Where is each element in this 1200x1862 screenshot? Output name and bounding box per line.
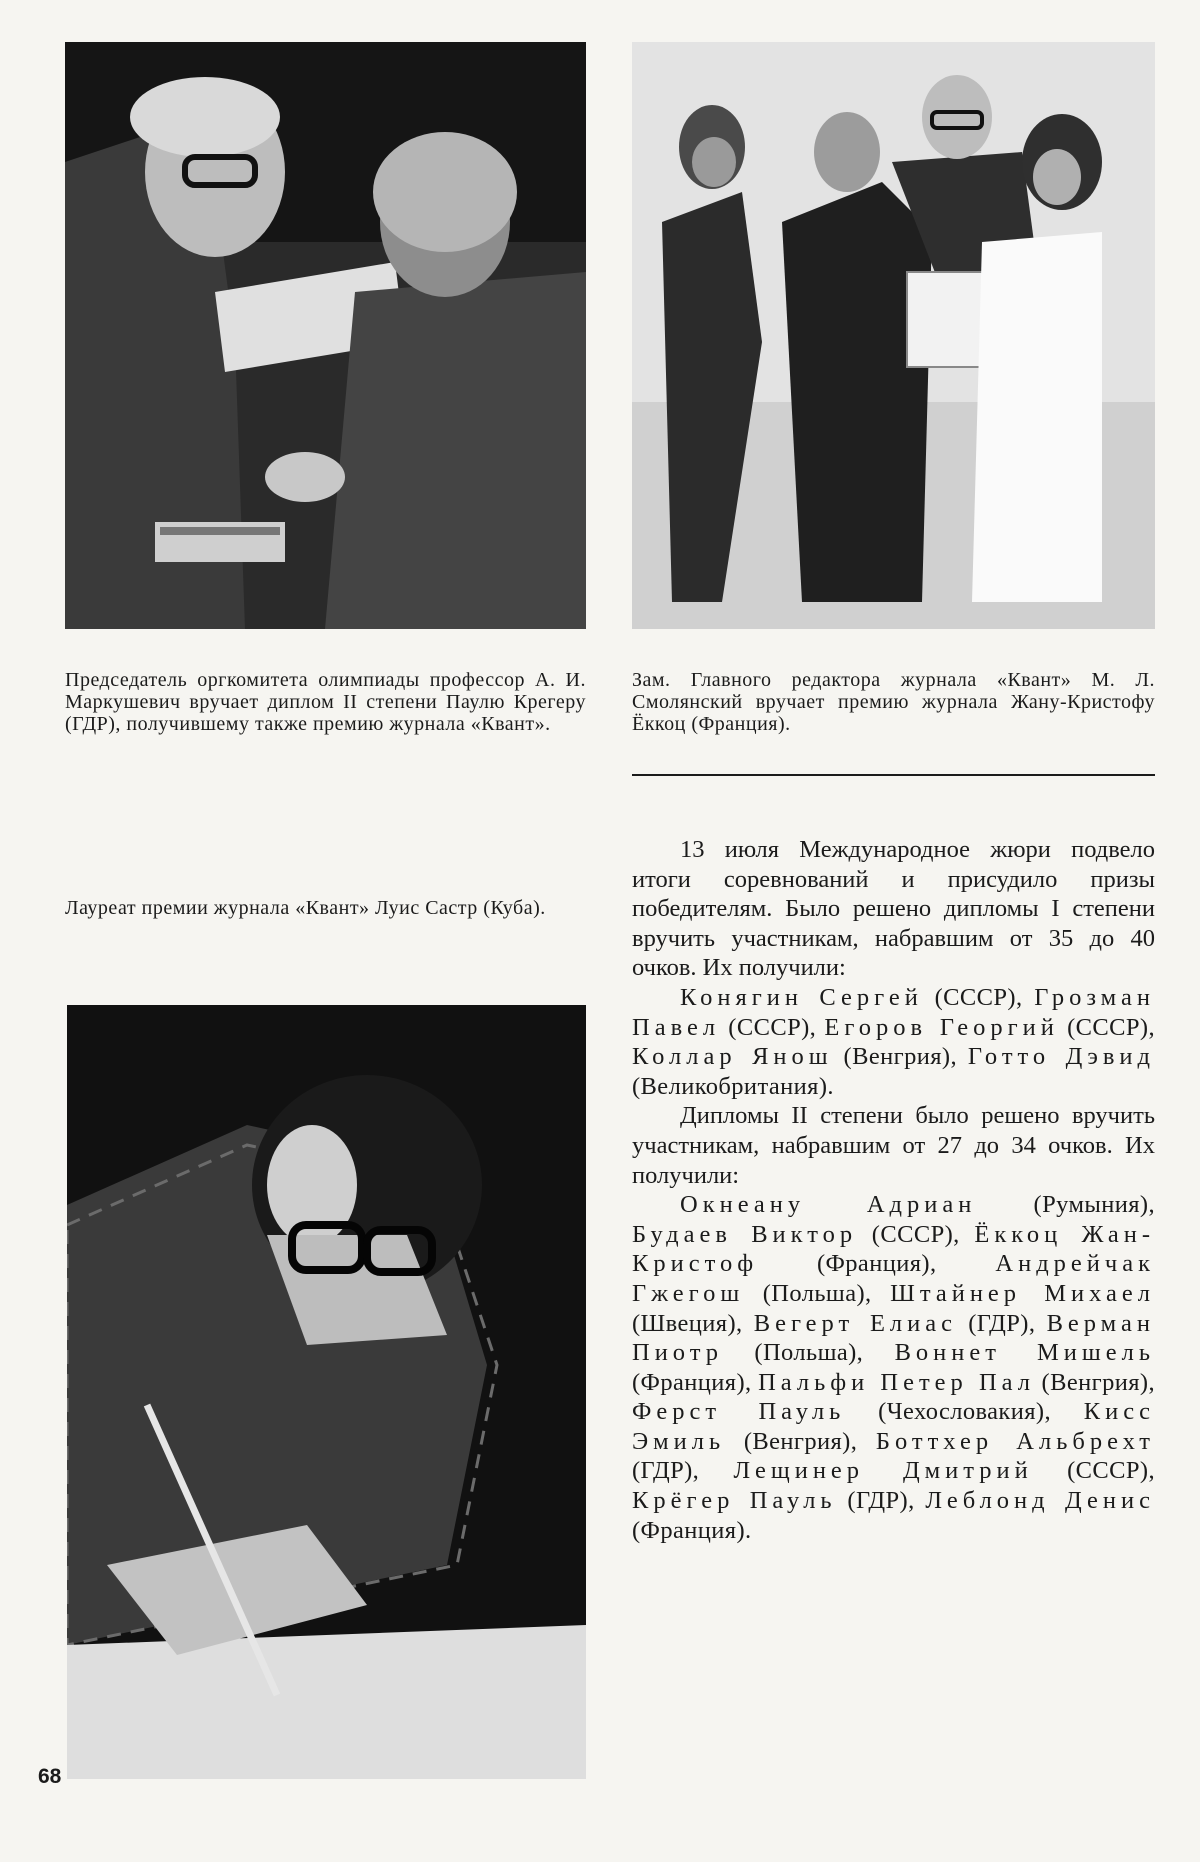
winner-country: (СССР): [1067, 1013, 1149, 1041]
winner-name: Верман Пиотр: [632, 1309, 1155, 1367]
winner-name: Готто Дэвид: [967, 1043, 1155, 1071]
winner-country: (Чехословакия): [878, 1398, 1045, 1426]
winner-name: Конягин Сергей: [680, 983, 923, 1011]
winner-name: Леблонд Денис: [925, 1487, 1155, 1515]
caption-photo-2: Зам. Главного редактора журнала «Квант» М. Л. Смолянский вручает премию журнала Жану-Кристофу Ёккоц (Франция).: [632, 669, 1155, 735]
diploma-2-winners: Окнеану Адриан (Румыния), Будаев Виктор (СССР), Ёккоц Жан-Кристоф (Франция), Андрейчак Гжегош (Польша), Штайнер Михаел (Швеция), Вегерт Елиас (ГДР), Верман Пиотр (Польша), Воннет Мишель (Франция), Пальфи Петер Пал (Венгрия), Ферст Пауль (Чехословакия), Кисс Эмиль (Венгрия), Боттхер Альбрехт (ГДР), Лещинер Дмитрий (СССР), Крёгер Пауль (ГДР), Леблонд Денис (Франция).: [632, 1191, 1155, 1544]
winner-name: Будаев Виктор: [632, 1220, 858, 1248]
photo-laureate-writing: [67, 1005, 586, 1779]
winner-country: (Швеция): [632, 1309, 737, 1337]
winner-country: (СССР): [871, 1220, 954, 1248]
winner-name: Пальфи Петер Пал: [758, 1368, 1035, 1396]
article-paragraph-1: 13 июля Международное жюри подвело итоги соревнований и присудило призы победителям. Было решено дипломы I степени вручить участникам, набравшим от 35 до 40 очков. Их получили:: [632, 836, 1155, 982]
article-body: [632, 835, 1155, 1545]
winner-country: (СССР): [728, 1013, 810, 1041]
winner-country: (Франция): [632, 1516, 746, 1544]
winner-name: Лещинер Дмитрий: [733, 1457, 1033, 1485]
winner-country: (Румыния): [1033, 1191, 1149, 1219]
winner-country: (Польша): [754, 1339, 857, 1367]
winner-name: Воннет Мишель: [894, 1339, 1155, 1367]
winner-country: (Франция): [816, 1250, 930, 1278]
winner-country: (Венгрия): [743, 1427, 851, 1455]
winner-country: (Великобритания): [632, 1072, 828, 1100]
diploma-1-winners: Конягин Сергей (СССР), Грозман Павел (СССР), Егоров Георгий (СССР), Коллар Янош (Венгрия), Готто Дэвид (Великобритания).: [632, 983, 1155, 1100]
winner-country: (СССР): [934, 983, 1016, 1011]
winner-name: Андрейчак Гжегош: [632, 1250, 1155, 1307]
article-paragraph-3: Дипломы II степени было решено вручить участникам, набравшим от 27 до 34 очков. Их получили:: [632, 1102, 1155, 1189]
winner-country: (Франция): [632, 1368, 746, 1396]
winner-name: Грозман Павел: [632, 983, 1155, 1041]
winner-country: (Венгрия): [843, 1043, 951, 1071]
column-divider: [632, 774, 1155, 776]
winner-country: (ГДР): [847, 1487, 909, 1515]
winner-country: (Венгрия): [1041, 1368, 1149, 1396]
winner-country: (Польша): [762, 1279, 866, 1307]
winner-country: (СССР): [1067, 1457, 1149, 1485]
caption-photo-1: Председатель оргкомитета олимпиады профессор А. И. Маркушевич вручает диплом II степени Паулю Крегеру (ГДР), получившему также премию журнала «Квант».: [65, 669, 586, 735]
winner-country: (ГДР): [632, 1457, 693, 1485]
winner-name: Ферст Пауль: [632, 1398, 846, 1426]
photo-diploma-presentation: [65, 42, 586, 629]
winner-name: Вегерт Елиас: [753, 1309, 958, 1337]
winner-name: Окнеану Адриан: [680, 1191, 977, 1219]
winner-name: Штайнер Михаел: [890, 1279, 1155, 1307]
winner-name: Коллар Янош: [632, 1043, 833, 1071]
winner-name: Кисс Эмиль: [632, 1398, 1155, 1455]
photo-prize-presentation: [632, 42, 1155, 629]
winner-name: Ёккоц Жан-Кристоф: [632, 1220, 1155, 1278]
page-number: 68: [38, 1765, 62, 1788]
winner-country: (ГДР): [968, 1309, 1029, 1337]
winner-name: Егоров Георгий: [824, 1013, 1059, 1041]
winner-name: Боттхер Альбрехт: [875, 1427, 1155, 1455]
winner-name: Крёгер Пауль: [632, 1487, 837, 1515]
caption-photo-3: Лауреат премии журнала «Квант» Луис Састр (Куба).: [65, 897, 546, 919]
